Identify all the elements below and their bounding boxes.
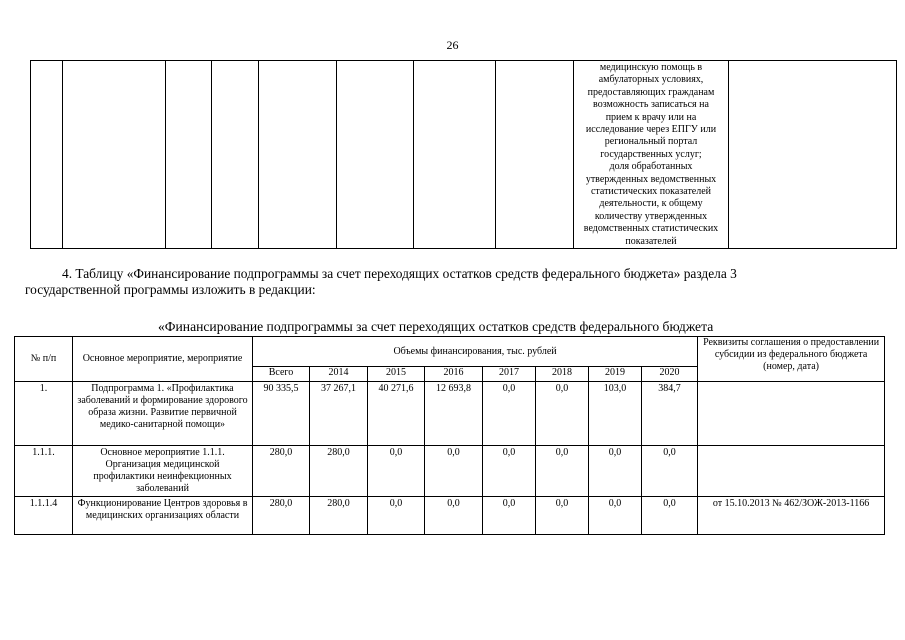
paragraph-line-1: 4. Таблицу «Финансирование подпрограммы за счет переходящих остатков средств федерального бюджета» раздела 3 bbox=[62, 266, 737, 281]
row-activity: Подпрограмма 1. «Профилактика заболеваний и формирование здорового образа жизни. Развитие первичной медико-санитарной помощи» bbox=[73, 382, 253, 446]
row-value: 0,0 bbox=[483, 446, 536, 497]
cont-cell-5 bbox=[259, 61, 337, 249]
row-activity: Функционирование Центров здоровья в медицинских организациях области bbox=[73, 497, 253, 535]
row-value: 0,0 bbox=[642, 497, 698, 535]
row-requisites bbox=[698, 382, 885, 446]
header-year: 2017 bbox=[483, 367, 536, 382]
row-value: 0,0 bbox=[483, 497, 536, 535]
indicator-line: исследование через ЕПГУ или bbox=[585, 124, 717, 136]
header-year: 2016 bbox=[425, 367, 483, 382]
row-number: 1. bbox=[15, 382, 73, 446]
header-year: 2019 bbox=[589, 367, 642, 382]
table-title: «Финансирование подпрограммы за счет переходящих остатков средств федерального бюджета bbox=[158, 319, 714, 334]
row-value: 0,0 bbox=[536, 446, 589, 497]
row-value: 90 335,5 bbox=[253, 382, 310, 446]
indicator-line: показателей bbox=[625, 235, 677, 247]
cont-cell-3 bbox=[166, 61, 212, 249]
indicator-line: прием к врачу или на bbox=[605, 111, 697, 123]
row-activity: Основное мероприятие 1.1.1. Организация медицинской профилактики неинфекционных заболеваний bbox=[73, 446, 253, 497]
row-number: 1.1.1.4 bbox=[15, 497, 73, 535]
row-value: 0,0 bbox=[536, 382, 589, 446]
row-value: 0,0 bbox=[483, 382, 536, 446]
row-value: 0,0 bbox=[642, 446, 698, 497]
row-value: 280,0 bbox=[253, 446, 310, 497]
cont-cell-4 bbox=[212, 61, 259, 249]
row-value: 0,0 bbox=[536, 497, 589, 535]
row-value: 280,0 bbox=[253, 497, 310, 535]
header-year: Всего bbox=[253, 367, 310, 382]
indicator-text-cell bbox=[574, 61, 729, 249]
header-volumes: Объемы финансирования, тыс. рублей bbox=[253, 337, 698, 367]
cont-cell-1 bbox=[31, 61, 63, 249]
continuation-table bbox=[30, 60, 897, 249]
header-year: 2015 bbox=[368, 367, 425, 382]
header-year: 2018 bbox=[536, 367, 589, 382]
row-value: 0,0 bbox=[368, 446, 425, 497]
cont-cell-6 bbox=[337, 61, 414, 249]
page-number: 26 bbox=[446, 38, 459, 52]
indicator-line: государственных услуг; bbox=[600, 148, 702, 160]
indicator-line: статистических показателей bbox=[590, 186, 712, 198]
row-value: 384,7 bbox=[642, 382, 698, 446]
row-value: 0,0 bbox=[425, 497, 483, 535]
header-year: 2014 bbox=[310, 367, 368, 382]
row-requisites bbox=[698, 446, 885, 497]
indicator-line: предоставляющих гражданам bbox=[587, 86, 715, 98]
cont-cell-7 bbox=[414, 61, 496, 249]
indicator-line: медицинскую помощь в bbox=[599, 62, 703, 73]
table-row bbox=[15, 497, 885, 535]
continuation-row bbox=[31, 61, 897, 249]
row-value: 0,0 bbox=[589, 497, 642, 535]
indicator-line: количеству утвержденных bbox=[594, 210, 708, 222]
indicator-line: амбулаторных условиях, bbox=[598, 74, 704, 86]
cont-cell-2 bbox=[63, 61, 166, 249]
indicator-line: ведомственных статистических bbox=[583, 223, 719, 235]
row-value: 40 271,6 bbox=[368, 382, 425, 446]
indicator-line: региональный портал bbox=[604, 136, 698, 148]
cont-cell-8 bbox=[496, 61, 574, 249]
row-number: 1.1.1. bbox=[15, 446, 73, 497]
indicator-line: утвержденных ведомственных bbox=[585, 173, 717, 185]
paragraph-line-2: государственной программы изложить в редакции: bbox=[25, 282, 316, 297]
table-row bbox=[15, 446, 885, 497]
header-activity: Основное мероприятие, мероприятие bbox=[73, 337, 253, 382]
row-value: 37 267,1 bbox=[310, 382, 368, 446]
row-value: 0,0 bbox=[368, 497, 425, 535]
table-row bbox=[15, 382, 885, 446]
header-requisites: Реквизиты соглашения о предоставлении субсидии из федерального бюджета (номер, дата) bbox=[698, 337, 885, 382]
row-value: 0,0 bbox=[425, 446, 483, 497]
row-value: 0,0 bbox=[589, 446, 642, 497]
row-value: 280,0 bbox=[310, 497, 368, 535]
amendment-paragraph bbox=[25, 266, 885, 298]
row-value: 103,0 bbox=[589, 382, 642, 446]
cont-cell-10 bbox=[729, 61, 897, 249]
header-number: № п/п bbox=[15, 337, 73, 382]
row-value: 280,0 bbox=[310, 446, 368, 497]
header-row bbox=[15, 337, 885, 367]
header-year: 2020 bbox=[642, 367, 698, 382]
indicator-line: доля обработанных bbox=[609, 161, 693, 173]
row-requisites: от 15.10.2013 № 462/ЗОЖ-2013-1166 bbox=[698, 497, 885, 535]
indicator-line: возможность записаться на bbox=[593, 99, 709, 111]
row-value: 12 693,8 bbox=[425, 382, 483, 446]
indicator-line: деятельности, к общему bbox=[599, 198, 703, 210]
financing-table bbox=[14, 336, 885, 535]
